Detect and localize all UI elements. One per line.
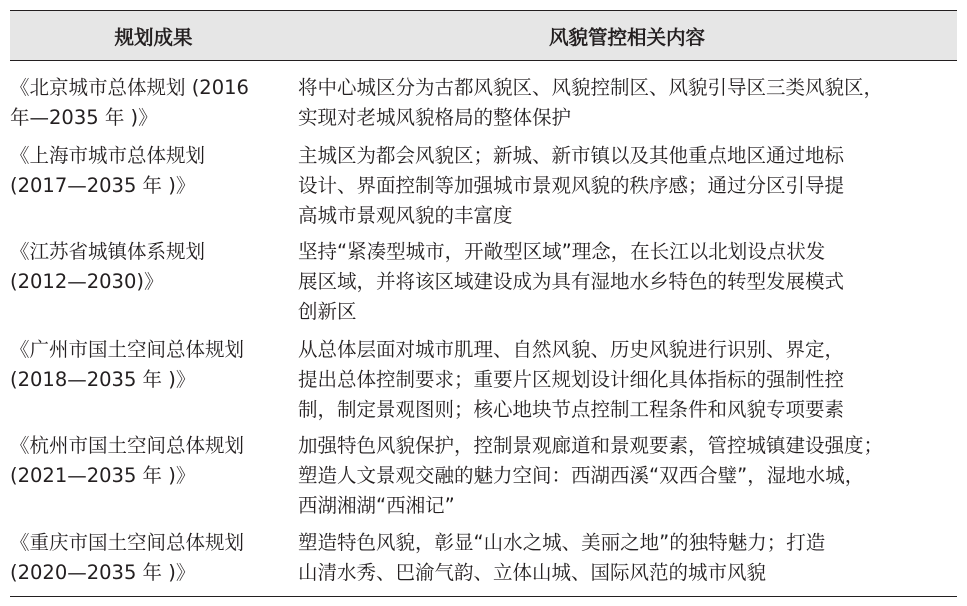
row-plan: 《广州市国土空间总体规划 (2018—2035 年 )》 [10,338,245,391]
row-content: 坚持“紧凑型城市，开敞型区域”理念，在长江以北划设点状发 展区域，并将该区域建设成为具有湿地水乡特色的转型发展模式 创新区 [298,240,845,323]
row-plan: 《重庆市国土空间总体规划 (2020—2035 年 )》 [10,531,245,584]
row-content: 将中心城区分为古都风貌区、风貌控制区、风貌引导区三类风貌区， 实现对老城风貌格局的整体保护 [298,76,884,129]
row-plan: 《上海市城市总体规划 (2017—2035 年 )》 [10,144,206,197]
row-content: 塑造特色风貌，彰显“山水之城、美丽之地”的独特魅力；打造 山清水秀、巴渝气韵、立体山城、国际风范的城市风貌 [298,531,826,584]
table-header [10,10,957,61]
row-plan: 《北京城市总体规划 (2016 年—2035 年 )》 [10,76,249,129]
row-content: 主城区为都会风貌区；新城、新市镇以及其他重点地区通过地标 设计、界面控制等加强城市景观风貌的秩序感；通过分区引导提 高城市景观风貌的丰富度 [298,144,845,227]
row-plan: 《江苏省城镇体系规划 (2012—2030)》 [10,240,206,293]
row-plan: 《杭州市国土空间总体规划 (2021—2035 年 )》 [10,434,245,487]
header-plan: 规划成果 [114,25,193,49]
row-content: 从总体层面对城市肌理、自然风貌、历史风貌进行识别、界定， 提出总体控制要求；重要片区规划设计细化具体指标的强制性控 制，制定景观图则；核心地块节点控制工程条件和风貌专项要素 [298,338,845,421]
row-content: 加强特色风貌保护，控制景观廊道和景观要素，管控城镇建设强度； 塑造人文景观交融的魅力空间：西湖西溪“双西合璧”，湿地水城， 西湖湘湖“西湘记” [298,434,884,517]
header-content: 风貌管控相关内容 [548,25,705,49]
planning-table [10,10,957,584]
table-bottom-rule [10,596,957,597]
